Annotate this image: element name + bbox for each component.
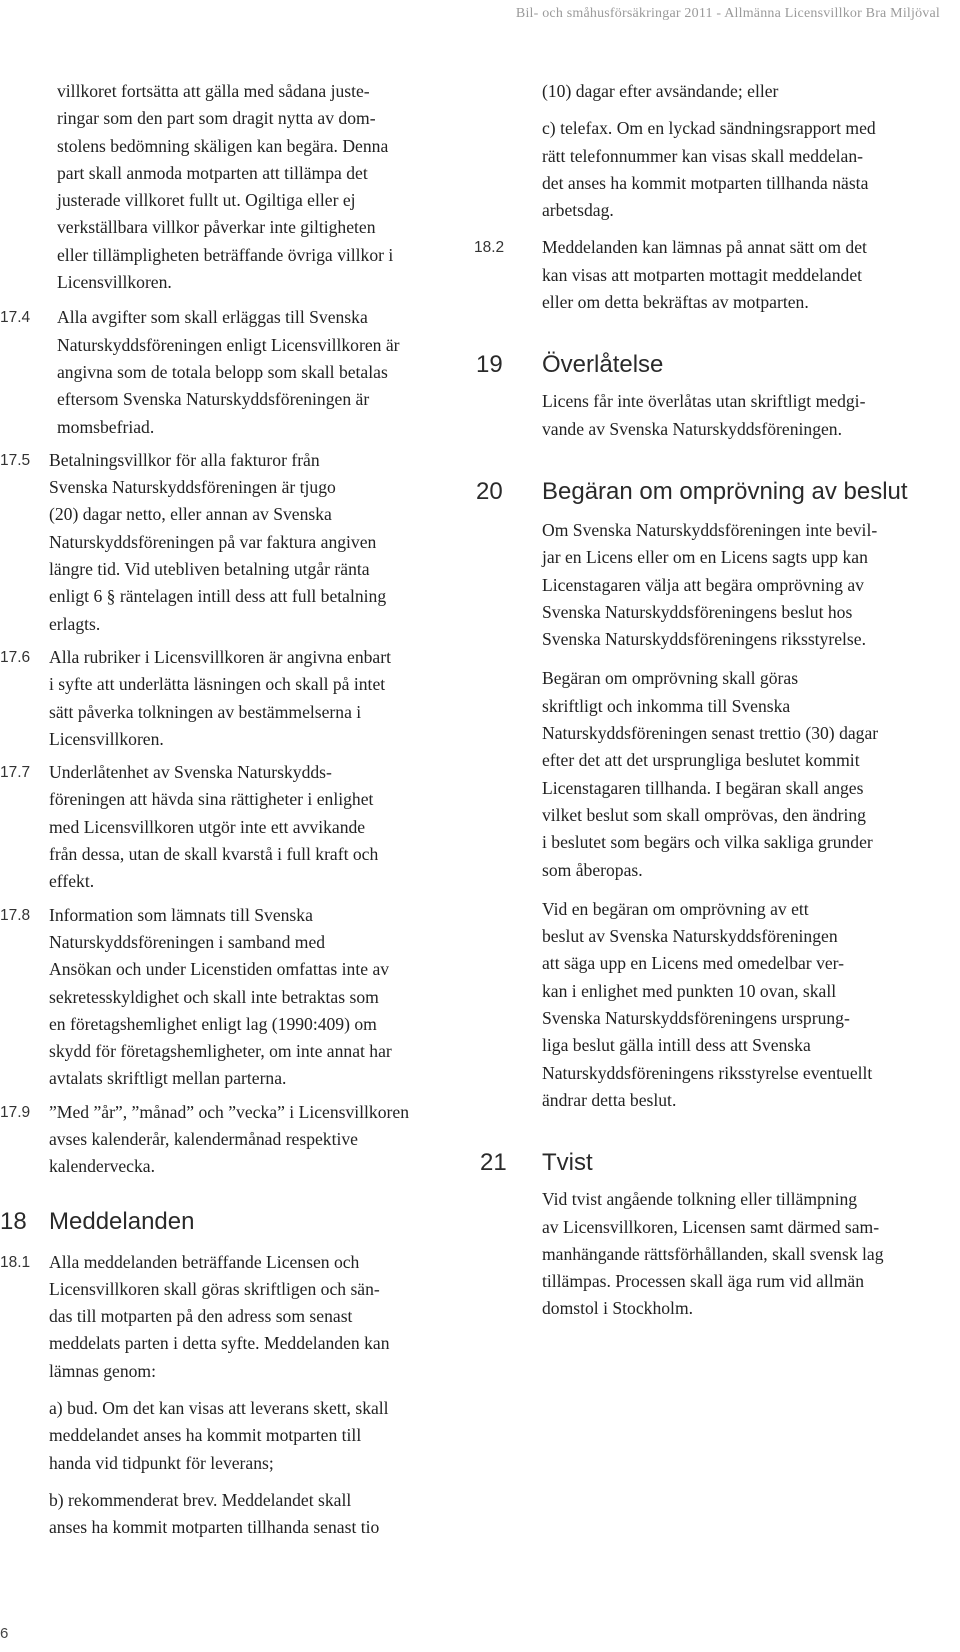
clause-number: 18.1: [0, 1253, 31, 1271]
text-line: Licenstagaren tillhanda. I begäran skall anges: [542, 777, 864, 798]
text-line: momsbefriad.: [57, 416, 155, 437]
text-line: i syfte att underlätta läsningen och skall på intet: [49, 674, 386, 695]
sub-item-a: [0, 1395, 470, 1477]
text-line: Alla avgifter som skall erläggas till Svenska: [57, 307, 368, 328]
clause-number: 17.5: [0, 451, 31, 469]
text-line: Ansökan och under Licenstiden omfattas inte av: [49, 959, 390, 980]
text-line: Licensvillkoren.: [57, 272, 172, 293]
text-line: Vid en begäran om omprövning av ett: [542, 898, 809, 919]
text-line: verkställbara villkor påverkar inte giltigheten: [57, 217, 376, 238]
text-line: meddelats parten i detta syfte. Meddelanden kan: [49, 1333, 390, 1354]
clause-number: 17.4: [0, 309, 31, 327]
text-line: b) rekommenderat brev. Meddelandet skall: [49, 1489, 352, 1510]
text-line: anses ha kommit motparten tillhanda senast tio: [49, 1517, 380, 1538]
text-line: tillämpas. Processen skall äga rum vid allmän: [542, 1271, 864, 1292]
continuation-paragraph: [0, 78, 470, 296]
text-line: kan visas att motparten mottagit meddelandet: [542, 264, 863, 285]
clause-17-8: [0, 902, 470, 1093]
text-line: Svenska Naturskyddsföreningen är tjugo: [49, 477, 336, 498]
clause-17-5: [0, 447, 470, 638]
text-line: (20) dagar netto, eller annan av Svenska: [49, 504, 332, 525]
text-line: effekt.: [49, 871, 95, 892]
section-number: 19: [476, 351, 503, 379]
text-line: erlagts.: [49, 613, 101, 634]
text-line: sekretesskyldighet och skall inte betraktas som: [49, 986, 379, 1007]
text-line: Licensvillkoren.: [49, 728, 164, 749]
text-line: Licensvillkoren skall göras skriftligen och sän-: [49, 1278, 380, 1299]
clause-17-7: [0, 759, 470, 895]
text-line: handa vid tidpunkt för leverans;: [49, 1452, 274, 1473]
clause-18-1: [0, 1249, 470, 1385]
text-line: avtalats skriftligt mellan parterna.: [49, 1068, 287, 1089]
text-line: Naturskyddsföreningen enligt Licensvillkoren är: [57, 334, 400, 355]
text-line: Meddelanden kan lämnas på annat sätt om det: [542, 237, 867, 258]
text-line: angivna som de totala belopp som skall betalas: [57, 361, 388, 382]
section-heading-20: [476, 477, 948, 507]
text-line: Vid tvist angående tolkning eller tillämpning: [542, 1189, 858, 1210]
text-line: längre tid. Vid utebliven betalning utgår ränta: [49, 559, 370, 580]
text-line: Licenstagaren välja att begära omprövning av: [542, 574, 864, 595]
section-title: Överlåtelse: [542, 351, 664, 379]
text-line: Information som lämnats till Svenska: [49, 904, 313, 925]
section-title: Tvist: [542, 1149, 593, 1177]
text-line: avses kalenderår, kalendermånad respektive: [49, 1128, 358, 1149]
text-line: jar en Licens eller om en Licens sagts upp kan: [542, 547, 868, 568]
clause-number: 17.7: [0, 764, 31, 782]
text-line: Om Svenska Naturskyddsföreningen inte bevil-: [542, 519, 878, 540]
text-line: rätt telefonnummer kan visas skall meddelan-: [542, 145, 863, 166]
right-column: [474, 78, 948, 1329]
text-line: Svenska Naturskyddsföreningens ursprung-: [542, 1008, 850, 1029]
text-line: skydd för företagshemligheter, om inte annat har: [49, 1041, 392, 1062]
text-line: enligt 6 § räntelagen intill dess att full betalning: [49, 586, 387, 607]
text-line: liga beslut gälla intill dess att Svenska: [542, 1035, 811, 1056]
text-line: Licens får inte överlåtas utan skriftligt medgi-: [542, 391, 866, 412]
text-line: c) telefax. Om en lyckad sändningsrapport med: [542, 118, 876, 139]
text-line: manhängande rättsförhållanden, skall svensk lag: [542, 1243, 884, 1264]
text-line: kan i enlighet med punkten 10 ovan, skall: [542, 980, 837, 1001]
text-line: domstol i Stockholm.: [542, 1298, 694, 1319]
clause-17-9: [0, 1099, 470, 1181]
text-line: ringar som den part som dragit nytta av dom-: [57, 108, 376, 129]
text-line: ”Med ”år”, ”månad” och ”vecka” i Licensvillkoren: [49, 1101, 409, 1122]
text-line: som åberopas.: [542, 859, 643, 880]
sub-item-b: [0, 1487, 470, 1542]
section-heading-18: [0, 1207, 470, 1237]
section-number: 18: [0, 1207, 27, 1235]
clause-18-2: [474, 234, 948, 316]
sub-item-c: [498, 115, 948, 224]
text-line: en företagshemlighet enligt lag (1990:409) om: [49, 1013, 377, 1034]
text-line: arbetsdag.: [542, 200, 614, 221]
text-line: lämnas genom:: [49, 1360, 157, 1381]
clause-17-6: [0, 644, 470, 753]
text-line: föreningen att hävda sina rättigheter i enlighet: [49, 789, 374, 810]
page-number: 6: [0, 1625, 9, 1642]
text-line: part skall anmoda motparten att tillämpa det: [57, 162, 368, 183]
text-line: i beslutet som begärs och vilka sakliga grunder: [542, 832, 873, 853]
running-header: Bil- och småhusförsäkringar 2011 - Allmänna Licensvillkor Bra Miljöval: [515, 6, 940, 21]
clause-17-4: [0, 304, 470, 440]
text-line: Naturskyddsföreningen i samband med: [49, 931, 326, 952]
text-line: Svenska Naturskyddsföreningens riksstyrelse.: [542, 629, 866, 650]
section-20-paragraph: [498, 517, 948, 653]
text-line: beslut av Svenska Naturskyddsföreningen: [542, 926, 838, 947]
text-line: justerade villkoret fullt ut. Ogiltiga eller ej: [57, 190, 356, 211]
text-line: av Licensvillkoren, Licensen samt därmed sam-: [542, 1216, 880, 1237]
text-line: vilket beslut som skall omprövas, den ändring: [542, 804, 866, 825]
text-line: Underlåtenhet av Svenska Naturskydds-: [49, 762, 332, 783]
text-line: Alla rubriker i Licensvillkoren är angivna enbart: [49, 646, 391, 667]
text-line: vande av Svenska Naturskyddsföreningen.: [542, 418, 842, 439]
text-line: att säga upp en Licens med omedelbar ver-: [542, 953, 845, 974]
text-line: eller om detta bekräftas av motparten.: [542, 292, 809, 313]
clause-number: 17.9: [0, 1103, 31, 1121]
section-number: 21: [480, 1149, 507, 1177]
text-line: eftersom Svenska Naturskyddsföreningen är: [57, 389, 370, 410]
section-19-body: [498, 388, 948, 443]
text-line: a) bud. Om det kan visas att leverans skett, skall: [49, 1398, 389, 1419]
clause-number: 17.8: [0, 906, 31, 924]
section-20-paragraph: [498, 665, 948, 883]
text-line: Naturskyddsföreningens riksstyrelse eventuellt: [542, 1062, 873, 1083]
section-heading-19: [476, 350, 948, 380]
text-line: sätt påverka tolkningen av bestämmelserna i: [49, 701, 362, 722]
section-heading-21: [480, 1148, 948, 1178]
text-line: Begäran om omprövning skall göras: [542, 668, 799, 689]
text-line: stolens bedömning skäligen kan begära. Denna: [57, 135, 389, 156]
text-line: eller tillämpligheten beträffande övriga villkor i: [57, 244, 394, 265]
text-line: das till motparten på den adress som senast: [49, 1306, 353, 1327]
text-line: (10) dagar efter avsändande; eller: [542, 81, 779, 101]
text-line: villkoret fortsätta att gälla med sådana juste-: [57, 81, 370, 101]
text-line: det anses ha kommit motparten tillhanda nästa: [542, 172, 869, 193]
text-line: Svenska Naturskyddsföreningens beslut hos: [542, 601, 853, 622]
text-line: kalendervecka.: [49, 1156, 155, 1177]
text-line: skriftligt och inkomma till Svenska: [542, 695, 791, 716]
text-line: Naturskyddsföreningen senast trettio (30) dagar: [542, 723, 879, 744]
text-line: ändrar detta beslut.: [542, 1089, 677, 1110]
section-21-body: [498, 1186, 948, 1322]
text-line: med Licensvillkoren utgör inte ett avvikande: [49, 816, 366, 837]
section-number: 20: [476, 477, 503, 505]
text-line: Naturskyddsföreningen på var faktura angiven: [49, 531, 377, 552]
text-line: Alla meddelanden beträffande Licensen och: [49, 1251, 360, 1272]
section-title: Begäran om omprövning av beslut: [542, 477, 908, 505]
clause-number: 17.6: [0, 648, 31, 666]
clause-number: 18.2: [474, 239, 505, 257]
left-column: [0, 78, 470, 1548]
text-line: meddelandet anses ha kommit motparten till: [49, 1425, 362, 1446]
section-20-paragraph: [498, 896, 948, 1114]
section-title: Meddelanden: [49, 1207, 195, 1235]
text-line: Betalningsvillkor för alla fakturor från: [49, 449, 320, 470]
sub-item-b-continuation: [498, 78, 948, 105]
text-line: efter det att det ursprungliga beslutet kommit: [542, 750, 860, 771]
text-line: från dessa, utan de skall kvarstå i full kraft och: [49, 844, 379, 865]
